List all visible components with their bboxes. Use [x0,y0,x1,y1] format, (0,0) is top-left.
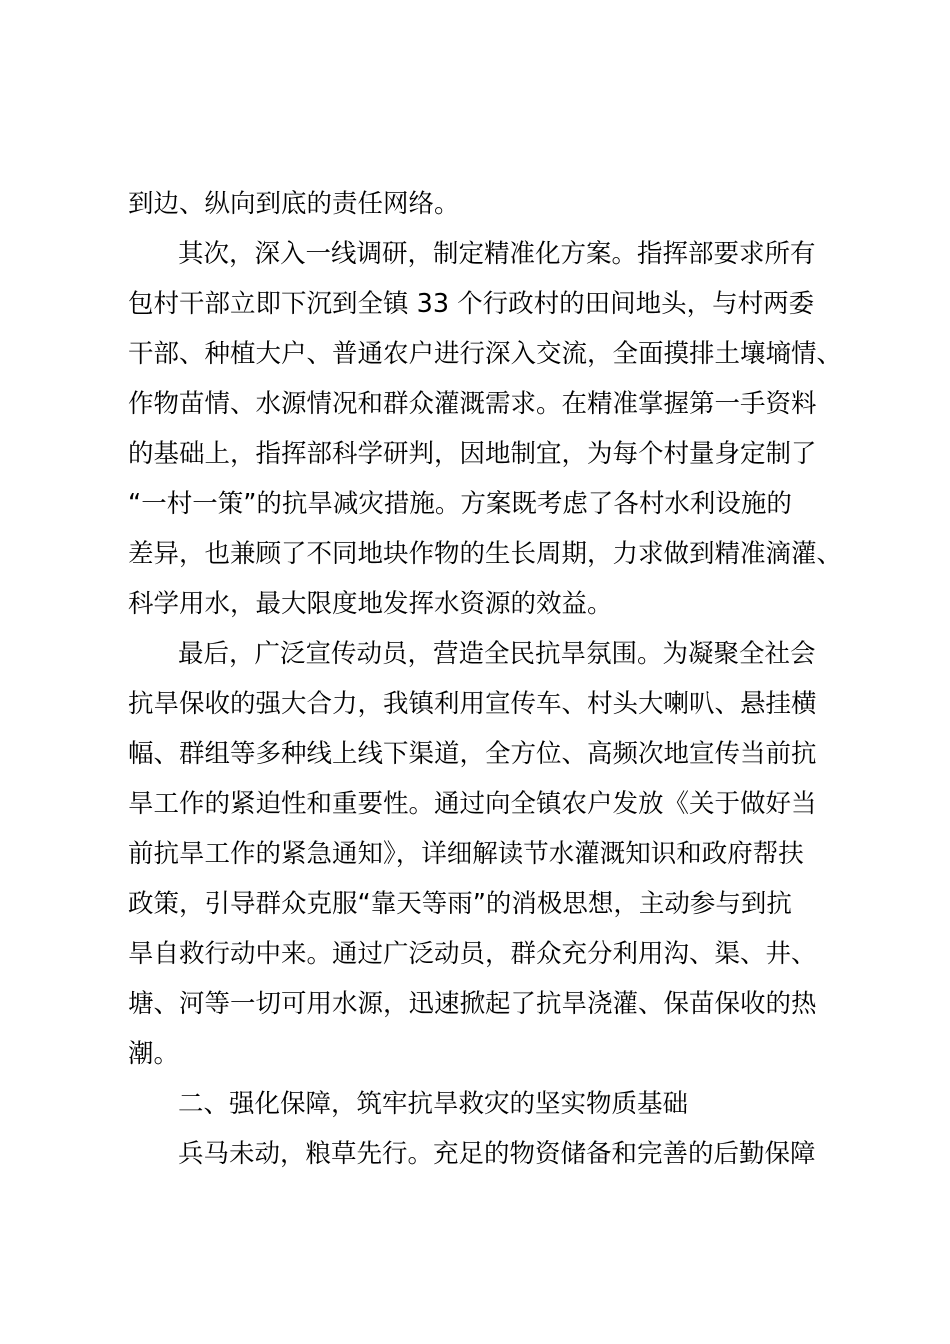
text-line-1: 到边、纵向到底的责任网络。 [128,189,460,219]
text-line-9: 科学用水，最大限度地发挥水资源的效益。 [128,589,613,619]
text-line-5: 作物苗情、水源情况和群众灌溉需求。在精准掌握第一手资料 [128,389,817,419]
text-line-13: 旱工作的紧迫性和重要性。通过向全镇农户发放《关于做好当 [128,789,817,819]
text-line-18: 潮。 [128,1039,180,1069]
text-line-16: 旱自救行动中来。通过广泛动员，群众充分利用沟、渠、井、 [128,939,817,969]
section-heading: 二、强化保障，筑牢抗旱救灾的坚实物质基础 [178,1089,689,1119]
text-line-10: 最后，广泛宣传动员，营造全民抗旱氛围。为凝聚全社会 [178,639,816,669]
text-line-11: 抗旱保收的强大合力，我镇利用宣传车、村头大喇叭、悬挂横 [128,689,817,719]
text-line-17: 塘、河等一切可用水源，迅速掀起了抗旱浇灌、保苗保收的热 [128,989,817,1019]
text-line-8: 差异，也兼顾了不同地块作物的生长周期，力求做到精准滴灌、 [128,539,843,569]
text-line-14: 前抗旱工作的紧急通知》，详细解读节水灌溉知识和政府帮扶 [128,839,804,869]
text-line-3: 包村干部立即下沉到全镇 33 个行政村的田间地头，与村两委 [128,289,815,319]
text-line-12: 幅、群组等多种线上线下渠道，全方位、高频次地宣传当前抗 [128,739,817,769]
text-line-20: 兵马未动，粮草先行。充足的物资储备和完善的后勤保障 [178,1139,816,1169]
text-line-7: “一村一策”的抗旱减灾措施。方案既考虑了各村水利设施的 [128,489,792,519]
text-line-15: 政策，引导群众克服“靠天等雨”的消极思想，主动参与到抗 [128,889,792,919]
text-line-6: 的基础上，指挥部科学研判，因地制宜，为每个村量身定制了 [128,439,817,469]
text-line-4: 干部、种植大户、普通农户进行深入交流，全面摸排土壤墒情、 [128,339,843,369]
text-line-2: 其次，深入一线调研，制定精准化方案。指挥部要求所有 [178,239,816,269]
